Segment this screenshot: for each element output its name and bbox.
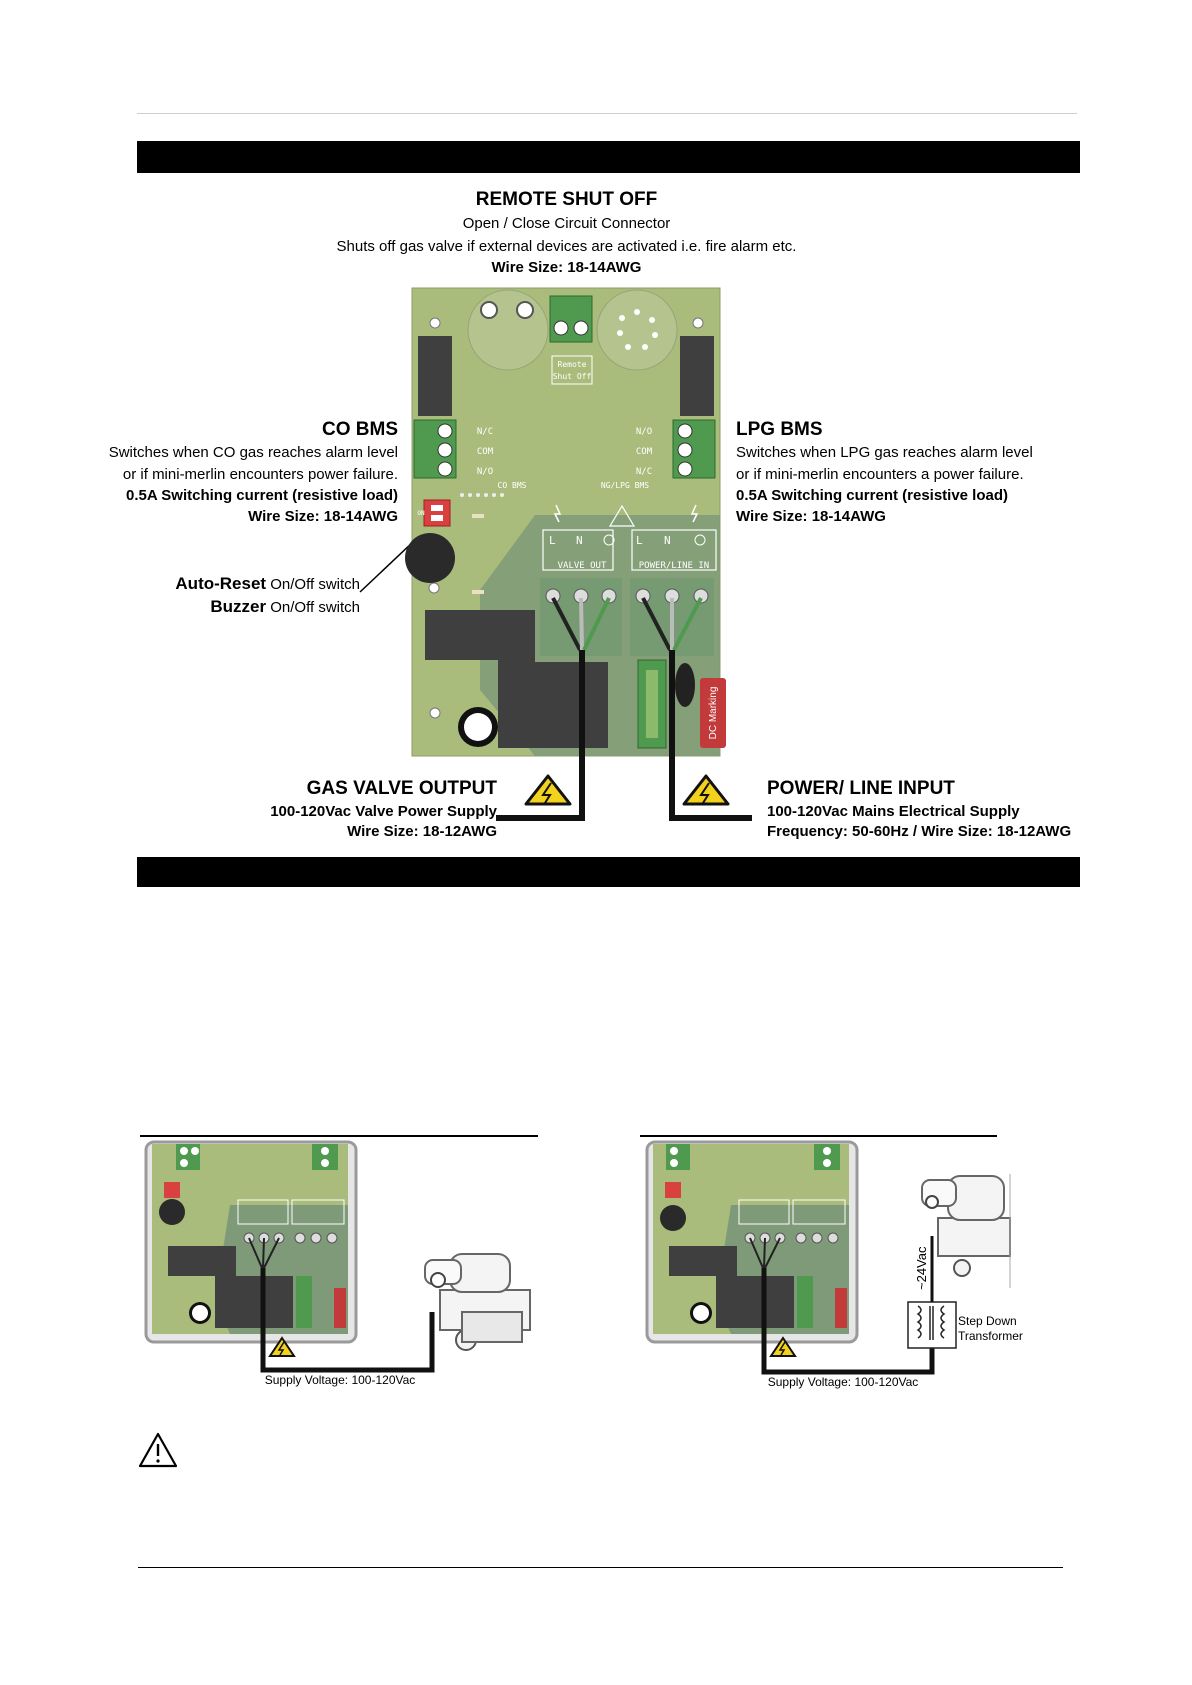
gas-valve-output-wire: Wire Size: 18-12AWG	[347, 823, 497, 840]
valve-wire-n	[581, 598, 582, 650]
led-dot-icon	[492, 493, 496, 497]
right-terminal	[666, 1144, 690, 1170]
shut-off-label: Shut Off	[552, 372, 592, 381]
gas-valve-output-title: GAS VALVE OUTPUT	[306, 778, 497, 799]
sensor-right-icon	[597, 290, 677, 370]
left-fuse	[296, 1276, 312, 1328]
co-no-label: N/O	[476, 467, 494, 477]
lpg-nc-label: N/C	[635, 467, 653, 477]
led-dot-icon	[476, 493, 480, 497]
co-bms-line3: 0.5A Switching current (resistive load)	[125, 487, 398, 504]
led-dot-icon	[484, 493, 488, 497]
terminal-screw-icon	[295, 1233, 305, 1243]
hazard-sign-left-icon	[526, 776, 570, 804]
right-buzzer-icon	[660, 1205, 686, 1231]
relay-main	[498, 662, 608, 748]
valve-out-label: VALVE OUT	[557, 561, 607, 571]
hazard-sign-right-icon	[684, 776, 728, 804]
varistor-icon	[675, 663, 695, 707]
sensor-right-pin-icon	[619, 315, 625, 321]
sensor-left-pin-icon	[517, 302, 533, 318]
terminal-screw-icon	[670, 1147, 678, 1155]
mounting-hole-icon	[429, 583, 439, 593]
remote-shut-off-line2: Shuts off gas valve if external devices are activated i.e. fire alarm etc.	[336, 238, 797, 255]
terminal-screw-icon	[678, 462, 692, 476]
remote-label: Remote	[557, 360, 587, 369]
dip-switch-toggle	[431, 505, 443, 511]
sensor-left-icon	[468, 290, 548, 370]
left-supply-label: Supply Voltage: 100-120Vac	[264, 1373, 416, 1387]
right-gas-valve-icon	[922, 1174, 1010, 1288]
lpg-no-label: N/O	[635, 427, 653, 437]
sensor-right-pin-icon	[634, 309, 640, 315]
lpg-com-label: COM	[635, 447, 653, 457]
terminal-screw-icon	[678, 443, 692, 457]
terminal-screw-icon	[327, 1233, 337, 1243]
left-gas-valve-icon	[425, 1254, 530, 1350]
terminal-screw-icon	[670, 1159, 678, 1167]
right-transformer-block	[669, 1246, 737, 1276]
co-bms-line2: or if mini-merlin encounters power failure.	[122, 466, 398, 483]
right-supply-label: Supply Voltage: 100-120Vac	[767, 1375, 919, 1389]
mounting-hole-icon	[430, 708, 440, 718]
terminal-screw-icon	[180, 1159, 188, 1167]
auto-reset-rest: On/Off switch	[266, 576, 360, 593]
remote-shut-off-line1: Open / Close Circuit Connector	[462, 215, 671, 232]
caution-triangle-icon	[138, 1432, 178, 1468]
buzzer-rest: On/Off switch	[266, 599, 360, 616]
valve-L-label: L	[549, 534, 556, 547]
lpg-bms-wire: Wire Size: 18-14AWG	[736, 508, 886, 525]
ng-lpg-bms-board-label: NG/LPG BMS	[600, 481, 650, 490]
remote-shut-off-terminal	[550, 296, 592, 342]
mounting-hole-icon	[693, 318, 703, 328]
lpg-bms-line1: Switches when LPG gas reaches alarm level	[736, 444, 1033, 461]
lpg-bms-line2: or if mini-merlin encounters a power failure.	[736, 466, 1024, 483]
step-down-label: Step Down	[958, 1314, 1017, 1328]
right-relay	[716, 1276, 794, 1328]
terminal-screw-icon	[311, 1233, 321, 1243]
co-bms-wire: Wire Size: 18-14AWG	[248, 508, 398, 525]
terminal-screw-icon	[438, 424, 452, 438]
co-bms-line1: Switches when CO gas reaches alarm level	[108, 444, 398, 461]
remote-shut-off-title: REMOTE SHUT OFF	[475, 189, 658, 210]
co-com-label: COM	[476, 447, 494, 457]
sensor-right-pin-icon	[649, 317, 655, 323]
left-dc-tag	[334, 1288, 346, 1328]
smd-component	[472, 514, 484, 518]
step-down-transformer	[908, 1302, 956, 1348]
relay-left	[418, 336, 452, 416]
left-capacitor-top-icon	[192, 1305, 208, 1321]
terminal-screw-icon	[180, 1147, 188, 1155]
sensor-right-pin-icon	[652, 332, 658, 338]
dip-switch	[424, 500, 450, 526]
co-bms-board-label: CO BMS	[497, 481, 527, 490]
right-capacitor-top-icon	[693, 1305, 709, 1321]
relay-main-top	[498, 610, 535, 662]
lower-wiring-diagrams	[0, 1130, 1192, 1400]
led-dot-icon	[500, 493, 504, 497]
terminal-screw-icon	[678, 424, 692, 438]
led-dot-icon	[460, 493, 464, 497]
lpg-bms-title: LPG BMS	[736, 419, 823, 440]
right-fuse	[797, 1276, 813, 1328]
power-line-input-title: POWER/ LINE INPUT	[767, 778, 955, 799]
terminal-screw-icon	[554, 321, 568, 335]
lpg-bms-line3: 0.5A Switching current (resistive load)	[736, 487, 1009, 504]
remote-shut-off-wire: Wire Size: 18-14AWG	[491, 259, 642, 276]
valve-N-label: N	[576, 534, 583, 547]
terminal-screw-icon	[823, 1147, 831, 1155]
right-dc-tag	[835, 1288, 847, 1328]
led-dot-icon	[468, 493, 472, 497]
mounting-hole-icon	[430, 318, 440, 328]
power-line-input-line2: Frequency: 50-60Hz / Wire Size: 18-12AWG	[767, 823, 1072, 840]
power-line-input-line1: 100-120Vac Mains Electrical Supply	[767, 803, 1020, 820]
smd-component	[472, 590, 484, 594]
sensor-right-pin-icon	[625, 344, 631, 350]
sensor-right-pin-icon	[617, 330, 623, 336]
sensor-right-pin-icon	[642, 344, 648, 350]
terminal-screw-icon	[321, 1159, 329, 1167]
transformer-label: Transformer	[958, 1329, 1023, 1343]
dc-marking-label: DC Marking	[708, 686, 719, 740]
dip-on-label: ON	[417, 510, 425, 517]
co-bms-title: CO BMS	[322, 419, 398, 440]
power-L-label: L	[636, 534, 643, 547]
terminal-screw-icon	[438, 462, 452, 476]
terminal-screw-icon	[828, 1233, 838, 1243]
right-dip-switch	[665, 1182, 681, 1198]
gas-valve-output-line1: 100-120Vac Valve Power Supply	[270, 803, 497, 820]
terminal-screw-icon	[796, 1233, 806, 1243]
terminal-screw-icon	[812, 1233, 822, 1243]
terminal-screw-icon	[574, 321, 588, 335]
left-relay	[215, 1276, 293, 1328]
left-buzzer-icon	[159, 1199, 185, 1225]
terminal-screw-icon	[438, 443, 452, 457]
terminal-screw-icon	[191, 1147, 199, 1155]
buzzer-icon	[405, 533, 455, 583]
capacitor-top-icon	[464, 713, 492, 741]
co-nc-label: N/C	[476, 427, 494, 437]
left-transformer-block	[168, 1246, 236, 1276]
footer-rule	[138, 1567, 1063, 1568]
fuse	[646, 670, 658, 738]
power-N-label: N	[664, 534, 671, 547]
auto-reset-bold: Auto-Reset	[175, 574, 267, 593]
vac24-label: ~24Vac	[914, 1246, 929, 1290]
left-dip-switch	[164, 1182, 180, 1198]
sensor-left-pin-icon	[481, 302, 497, 318]
terminal-screw-icon	[823, 1159, 831, 1167]
terminal-screw-icon	[321, 1147, 329, 1155]
buzzer-bold: Buzzer	[210, 597, 267, 616]
relay-right	[680, 336, 714, 416]
dip-switch-toggle	[431, 515, 443, 521]
power-line-in-label: POWER/LINE IN	[638, 561, 710, 571]
